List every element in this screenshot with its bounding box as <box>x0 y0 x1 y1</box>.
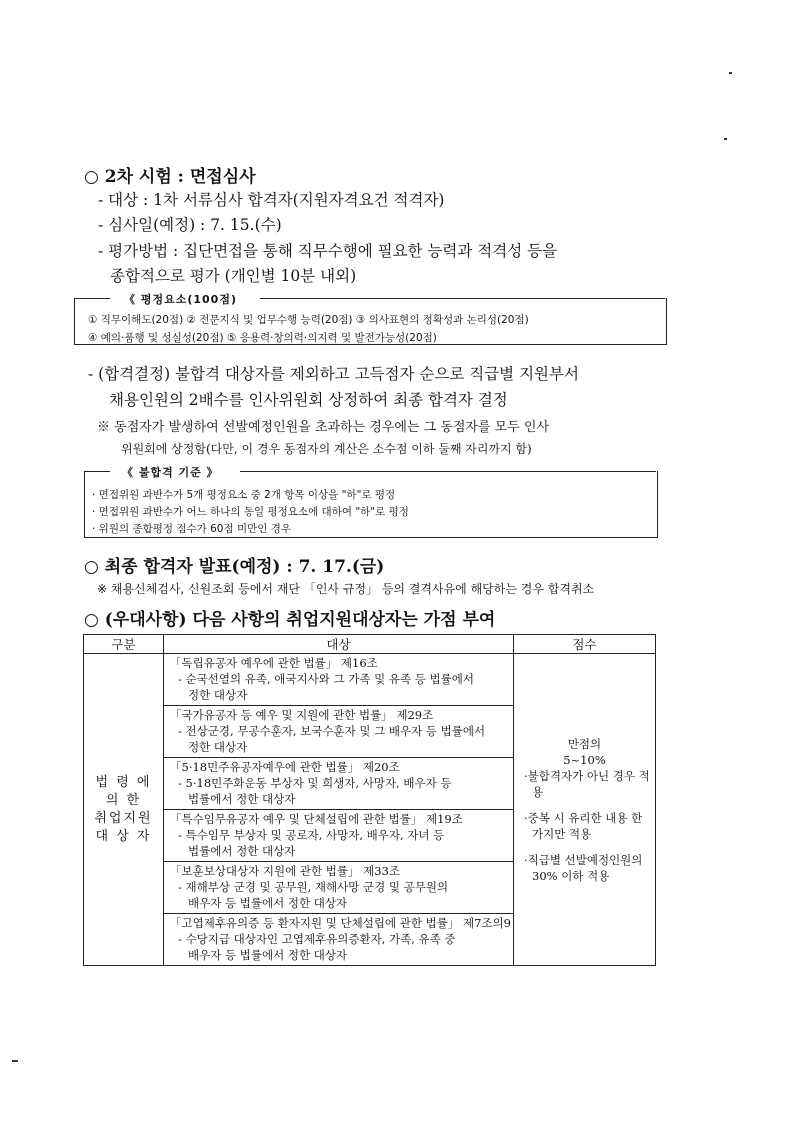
law-desc: 법률에서 정한 대상자 <box>188 844 296 858</box>
evaluation-title: 《 평정요소(100점) <box>120 291 241 307</box>
law-cell <box>164 706 514 758</box>
category-line: 대 상 자 <box>95 828 152 844</box>
law-desc: 배우자 등 법률에서 정한 대상자 <box>188 948 348 962</box>
law-desc: - 재해부상 군경 및 공무원, 재해사망 군경 및 공무원의 <box>178 880 449 894</box>
law-cell <box>164 810 514 862</box>
evaluation-row-2: ④ 예의·품행 및 성실성(20점) ⑤ 응용력·창의력·의지력 및 발전가능성(20점) <box>88 332 437 344</box>
decision-note-2: 위원회에 상정함(다만, 이 경우 동점자의 계산은 소수점 이하 둘째 자리까지 함) <box>121 442 532 456</box>
table-header-row <box>84 635 656 654</box>
scan-mark <box>724 138 727 140</box>
final-heading: ○ 최종 합격자 발표(예정) : 7. 17.(금) <box>84 557 385 577</box>
decision-line-1: - (합격결정) 불합격 대상자를 제외하고 고득점자 순으로 직급별 지원부서 <box>88 365 579 383</box>
law-desc: 배우자 등 법률에서 정한 대상자 <box>188 896 348 910</box>
preference-table <box>83 634 656 966</box>
law-title: 「5·18민주유공자예우에 관한 법률」 제20조 <box>170 760 400 774</box>
score-line: 5~10% <box>563 752 606 767</box>
law-title: 「특수임무유공자 예우 및 단체설립에 관한 법률」 제19조 <box>170 812 463 826</box>
category-line: 법 령 에 <box>95 774 152 790</box>
fail-criteria-item: · 면접위원 과반수가 5개 평정요소 중 2개 항목 이상을 "하"로 평정 <box>92 489 396 501</box>
law-desc: - 수당지급 대상자인 고엽제후유의증환자, 가족, 유족 중 <box>178 932 456 946</box>
law-desc: - 특수임무 부상자 및 공로자, 사망자, 배우자, 자녀 등 <box>178 828 445 842</box>
fail-criteria-item: · 면접위원 과반수가 어느 하나의 동일 평정요소에 대하여 "하"로 평정 <box>92 506 409 518</box>
col-score: 점수 <box>514 635 656 654</box>
interview-target: - 대상 : 1차 서류심사 합격자(지원자격요건 적격자) <box>98 191 445 209</box>
law-desc: - 순국선열의 유족, 애국지사와 그 가족 및 유족 등 법률에서 <box>178 672 474 686</box>
score-line: 만점의 <box>567 736 602 751</box>
fail-criteria-title: 《 불합격 기준 》 <box>118 464 223 480</box>
law-cell <box>164 654 514 706</box>
score-bullet: ·직급별 선발예정인원의 30% 이하 적용 <box>524 852 643 883</box>
law-title: 「국가유공자 등 예우 및 지원에 관한 법률」 제29조 <box>170 708 434 722</box>
law-desc: 정한 대상자 <box>188 740 248 754</box>
law-title: 「고엽제후유의증 등 환자지원 및 단체설립에 관한 법률」 제7조의9 <box>170 916 511 930</box>
law-cell <box>164 758 514 810</box>
category-line: 의 한 <box>105 792 142 808</box>
law-desc: - 전상군경, 무공수훈자, 보국수훈자 및 그 배우자 등 법률에서 <box>178 724 486 738</box>
col-category: 구분 <box>84 635 164 654</box>
law-title: 「보훈보상대상자 지원에 관한 법률」 제33조 <box>170 864 400 878</box>
score-bullet: ·불합격자가 아닌 경우 적용 <box>524 768 650 799</box>
law-cell <box>164 862 514 914</box>
score-bullet: ·중복 시 유리한 내용 한 가지만 적용 <box>524 810 643 841</box>
interview-heading: ○ 2차 시험 : 면접심사 <box>84 167 256 187</box>
fail-criteria-item: · 위원의 종합평정 점수가 60점 미만인 경우 <box>92 523 292 535</box>
interview-method-cont: 종합적으로 평가 (개인별 10분 내외) <box>110 267 357 285</box>
category-cell <box>84 654 164 966</box>
law-desc: 법률에서 정한 대상자 <box>188 792 296 806</box>
evaluation-row-1: ① 직무이해도(20점) ② 전문지식 및 업무수행 능력(20점) ③ 의사표현의 정확성과 논리성(20점) <box>88 314 529 326</box>
law-title: 「독립유공자 예우에 관한 법률」 제16조 <box>170 656 378 670</box>
decision-line-2: 채용인원의 2배수를 인사위원회 상정하여 최종 합격자 결정 <box>109 391 508 409</box>
table-row <box>84 654 656 706</box>
interview-method: - 평가방법 : 집단면접을 통해 직무수행에 필요한 능력과 적격성 등을 <box>98 242 558 260</box>
law-cell <box>164 914 514 966</box>
preference-heading: ○ (우대사항) 다음 사항의 취업지원대상자는 가점 부여 <box>84 610 496 630</box>
col-target: 대상 <box>164 635 514 654</box>
law-desc: 정한 대상자 <box>188 688 248 702</box>
interview-date: - 심사일(예정) : 7. 15.(수) <box>98 216 282 234</box>
category-line: 취업지원 <box>94 810 153 826</box>
scan-mark <box>729 72 732 74</box>
score-cell <box>514 654 656 966</box>
scan-mark <box>12 1060 18 1062</box>
law-desc: - 5·18민주화운동 부상자 및 희생자, 사망자, 배우자 등 <box>178 776 452 790</box>
final-note: ※ 채용신체검사, 신원조회 등에서 재단 「인사 규정」 등의 결격사유에 해당하는 경우 합격취소 <box>97 582 595 596</box>
decision-note-1: ※ 동점자가 발생하여 선발예정인원을 초과하는 경우에는 그 동점자를 모두 인사 <box>97 420 550 435</box>
